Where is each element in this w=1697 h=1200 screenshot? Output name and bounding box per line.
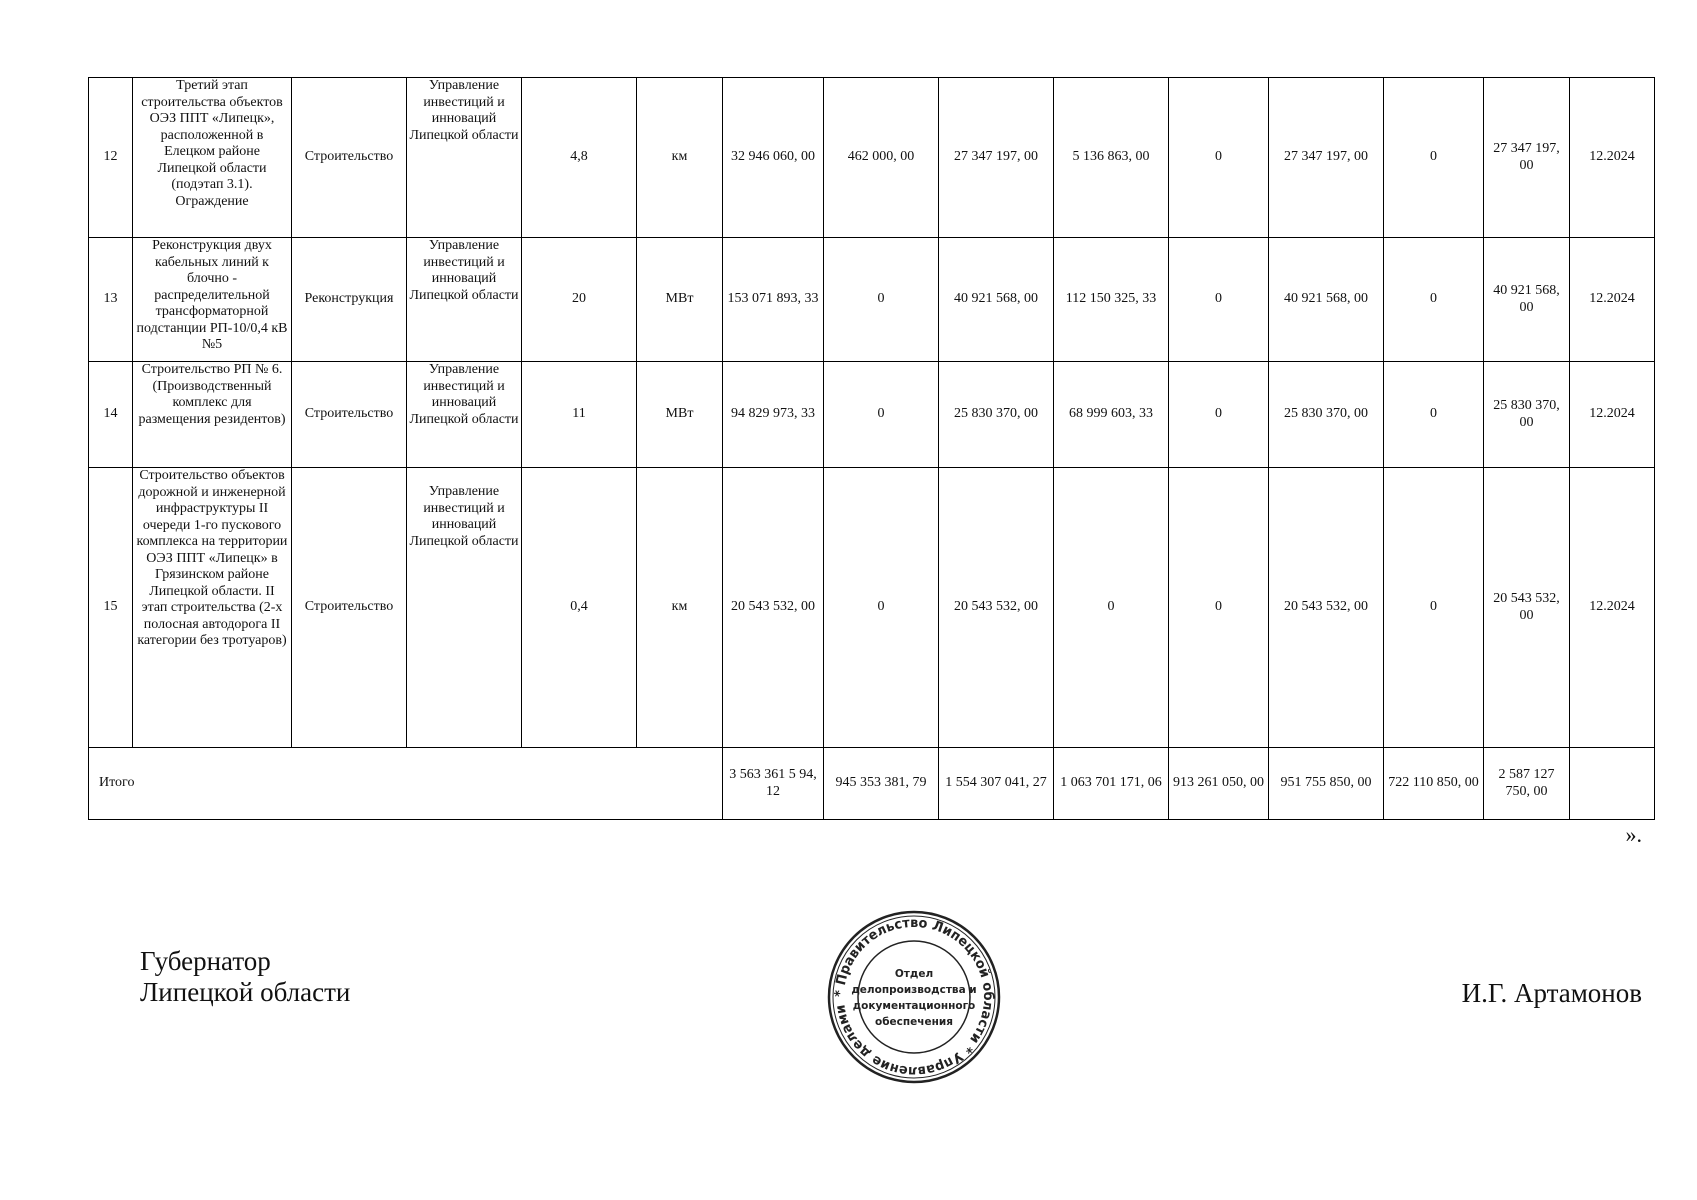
- amount-3: 20 543 532, 00: [939, 468, 1054, 748]
- position-line-2: Липецкой области: [140, 977, 351, 1007]
- amount-5: 0: [1169, 238, 1269, 362]
- amount-5: 0: [1169, 362, 1269, 468]
- responsible-org: Управление инвестиций и инноваций Липецкой области: [407, 362, 522, 468]
- object-name: Строительство РП № 6. (Производственный комплекс для размещения резидентов): [133, 362, 292, 468]
- signatory-position: [140, 946, 350, 1008]
- capacity: 11: [522, 362, 637, 468]
- total-row: [89, 748, 1655, 820]
- completion-date: 12.2024: [1570, 238, 1655, 362]
- official-seal: [826, 909, 1002, 1085]
- capacity: 4,8: [522, 78, 637, 238]
- table-row: [89, 78, 1655, 238]
- unit: км: [637, 468, 723, 748]
- completion-date: 12.2024: [1570, 78, 1655, 238]
- work-type: Реконструкция: [292, 238, 407, 362]
- total-amount-6: 951 755 850, 00: [1269, 748, 1384, 820]
- amount-4: 5 136 863, 00: [1054, 78, 1169, 238]
- object-name: Третий этап строительства объектов ОЭЗ ППТ «Липецк», расположенной в Елецком районе Липецкой области (подэтап 3.1). Ограждение: [133, 78, 292, 238]
- amount-1: 153 071 893, 33: [723, 238, 824, 362]
- budget-table: [88, 77, 1655, 820]
- unit: МВт: [637, 238, 723, 362]
- responsible-org: Управление инвестиций и инноваций Липецкой области: [407, 78, 522, 238]
- amount-7: 0: [1384, 78, 1484, 238]
- capacity: 20: [522, 238, 637, 362]
- completion-date: 12.2024: [1570, 362, 1655, 468]
- amount-4: 112 150 325, 33: [1054, 238, 1169, 362]
- responsible-org: Управление инвестиций и инноваций Липецкой области: [407, 468, 522, 748]
- work-type: Строительство: [292, 362, 407, 468]
- row-number: 13: [89, 238, 133, 362]
- signatory-name: И.Г. Артамонов: [1461, 978, 1642, 1008]
- seal-inner-text: [851, 968, 976, 1028]
- amount-5: 0: [1169, 468, 1269, 748]
- total-amount-5: 913 261 050, 00: [1169, 748, 1269, 820]
- amount-8: 27 347 197, 00: [1484, 78, 1570, 238]
- seal-inner-line: Отдел: [894, 968, 934, 980]
- row-number: 12: [89, 78, 133, 238]
- seal-inner-ring: [858, 941, 970, 1053]
- amount-3: 25 830 370, 00: [939, 362, 1054, 468]
- amount-1: 94 829 973, 33: [723, 362, 824, 468]
- total-amount-8: 2 587 127 750, 00: [1484, 748, 1570, 820]
- seal-inner-line: документационного: [852, 1000, 976, 1012]
- seal-outer-ring: [829, 912, 999, 1082]
- amount-8: 40 921 568, 00: [1484, 238, 1570, 362]
- closing-quote-mark: ».: [1625, 822, 1642, 847]
- amount-5: 0: [1169, 78, 1269, 238]
- amount-6: 20 543 532, 00: [1269, 468, 1384, 748]
- unit: МВт: [637, 362, 723, 468]
- amount-3: 27 347 197, 00: [939, 78, 1054, 238]
- position-line-1: Губернатор: [140, 946, 271, 976]
- row-number: 15: [89, 468, 133, 748]
- amount-6: 40 921 568, 00: [1269, 238, 1384, 362]
- total-amount-2: 945 353 381, 79: [824, 748, 939, 820]
- amount-1: 20 543 532, 00: [723, 468, 824, 748]
- amount-2: 462 000, 00: [824, 78, 939, 238]
- total-amount-7: 722 110 850, 00: [1384, 748, 1484, 820]
- amount-4: 0: [1054, 468, 1169, 748]
- seal-inner-line: делопроизводства и: [851, 984, 977, 996]
- capacity: 0,4: [522, 468, 637, 748]
- work-type: Строительство: [292, 468, 407, 748]
- amount-8: 25 830 370, 00: [1484, 362, 1570, 468]
- amount-4: 68 999 603, 33: [1054, 362, 1169, 468]
- seal-inner-line: обеспечения: [875, 1016, 953, 1028]
- amount-1: 32 946 060, 00: [723, 78, 824, 238]
- amount-8: 20 543 532, 00: [1484, 468, 1570, 748]
- object-name: Строительство объектов дорожной и инженерной инфраструктуры II очереди 1-го пускового комплекса на территории ОЭЗ ППТ «Липецк» в Грязинском районе Липецкой области. II этап строительства (2-х полосная автодорога II категории без тротуаров): [133, 468, 292, 748]
- amount-7: 0: [1384, 468, 1484, 748]
- seal-outer-text: * Правительство Липецкой области * Управление делами: [831, 914, 997, 1080]
- total-amount-3: 1 554 307 041, 27: [939, 748, 1054, 820]
- amount-7: 0: [1384, 362, 1484, 468]
- responsible-org: Управление инвестиций и инноваций Липецкой области: [407, 238, 522, 362]
- amount-7: 0: [1384, 238, 1484, 362]
- work-type: Строительство: [292, 78, 407, 238]
- total-amount-1: 3 563 361 5 94, 12: [723, 748, 824, 820]
- completion-date: 12.2024: [1570, 468, 1655, 748]
- amount-6: 25 830 370, 00: [1269, 362, 1384, 468]
- table-row: [89, 468, 1655, 748]
- amount-6: 27 347 197, 00: [1269, 78, 1384, 238]
- amount-2: 0: [824, 468, 939, 748]
- amount-3: 40 921 568, 00: [939, 238, 1054, 362]
- object-name: Реконструкция двух кабельных линий к блочно - распределительной трансформаторной подстанции РП-10/0,4 кВ №5: [133, 238, 292, 362]
- table-row: [89, 238, 1655, 362]
- unit: км: [637, 78, 723, 238]
- amount-2: 0: [824, 362, 939, 468]
- total-label: Итого: [89, 748, 723, 820]
- amount-2: 0: [824, 238, 939, 362]
- total-amount-4: 1 063 701 171, 06: [1054, 748, 1169, 820]
- table-row: [89, 362, 1655, 468]
- row-number: 14: [89, 362, 133, 468]
- total-empty-cell: [1570, 748, 1655, 820]
